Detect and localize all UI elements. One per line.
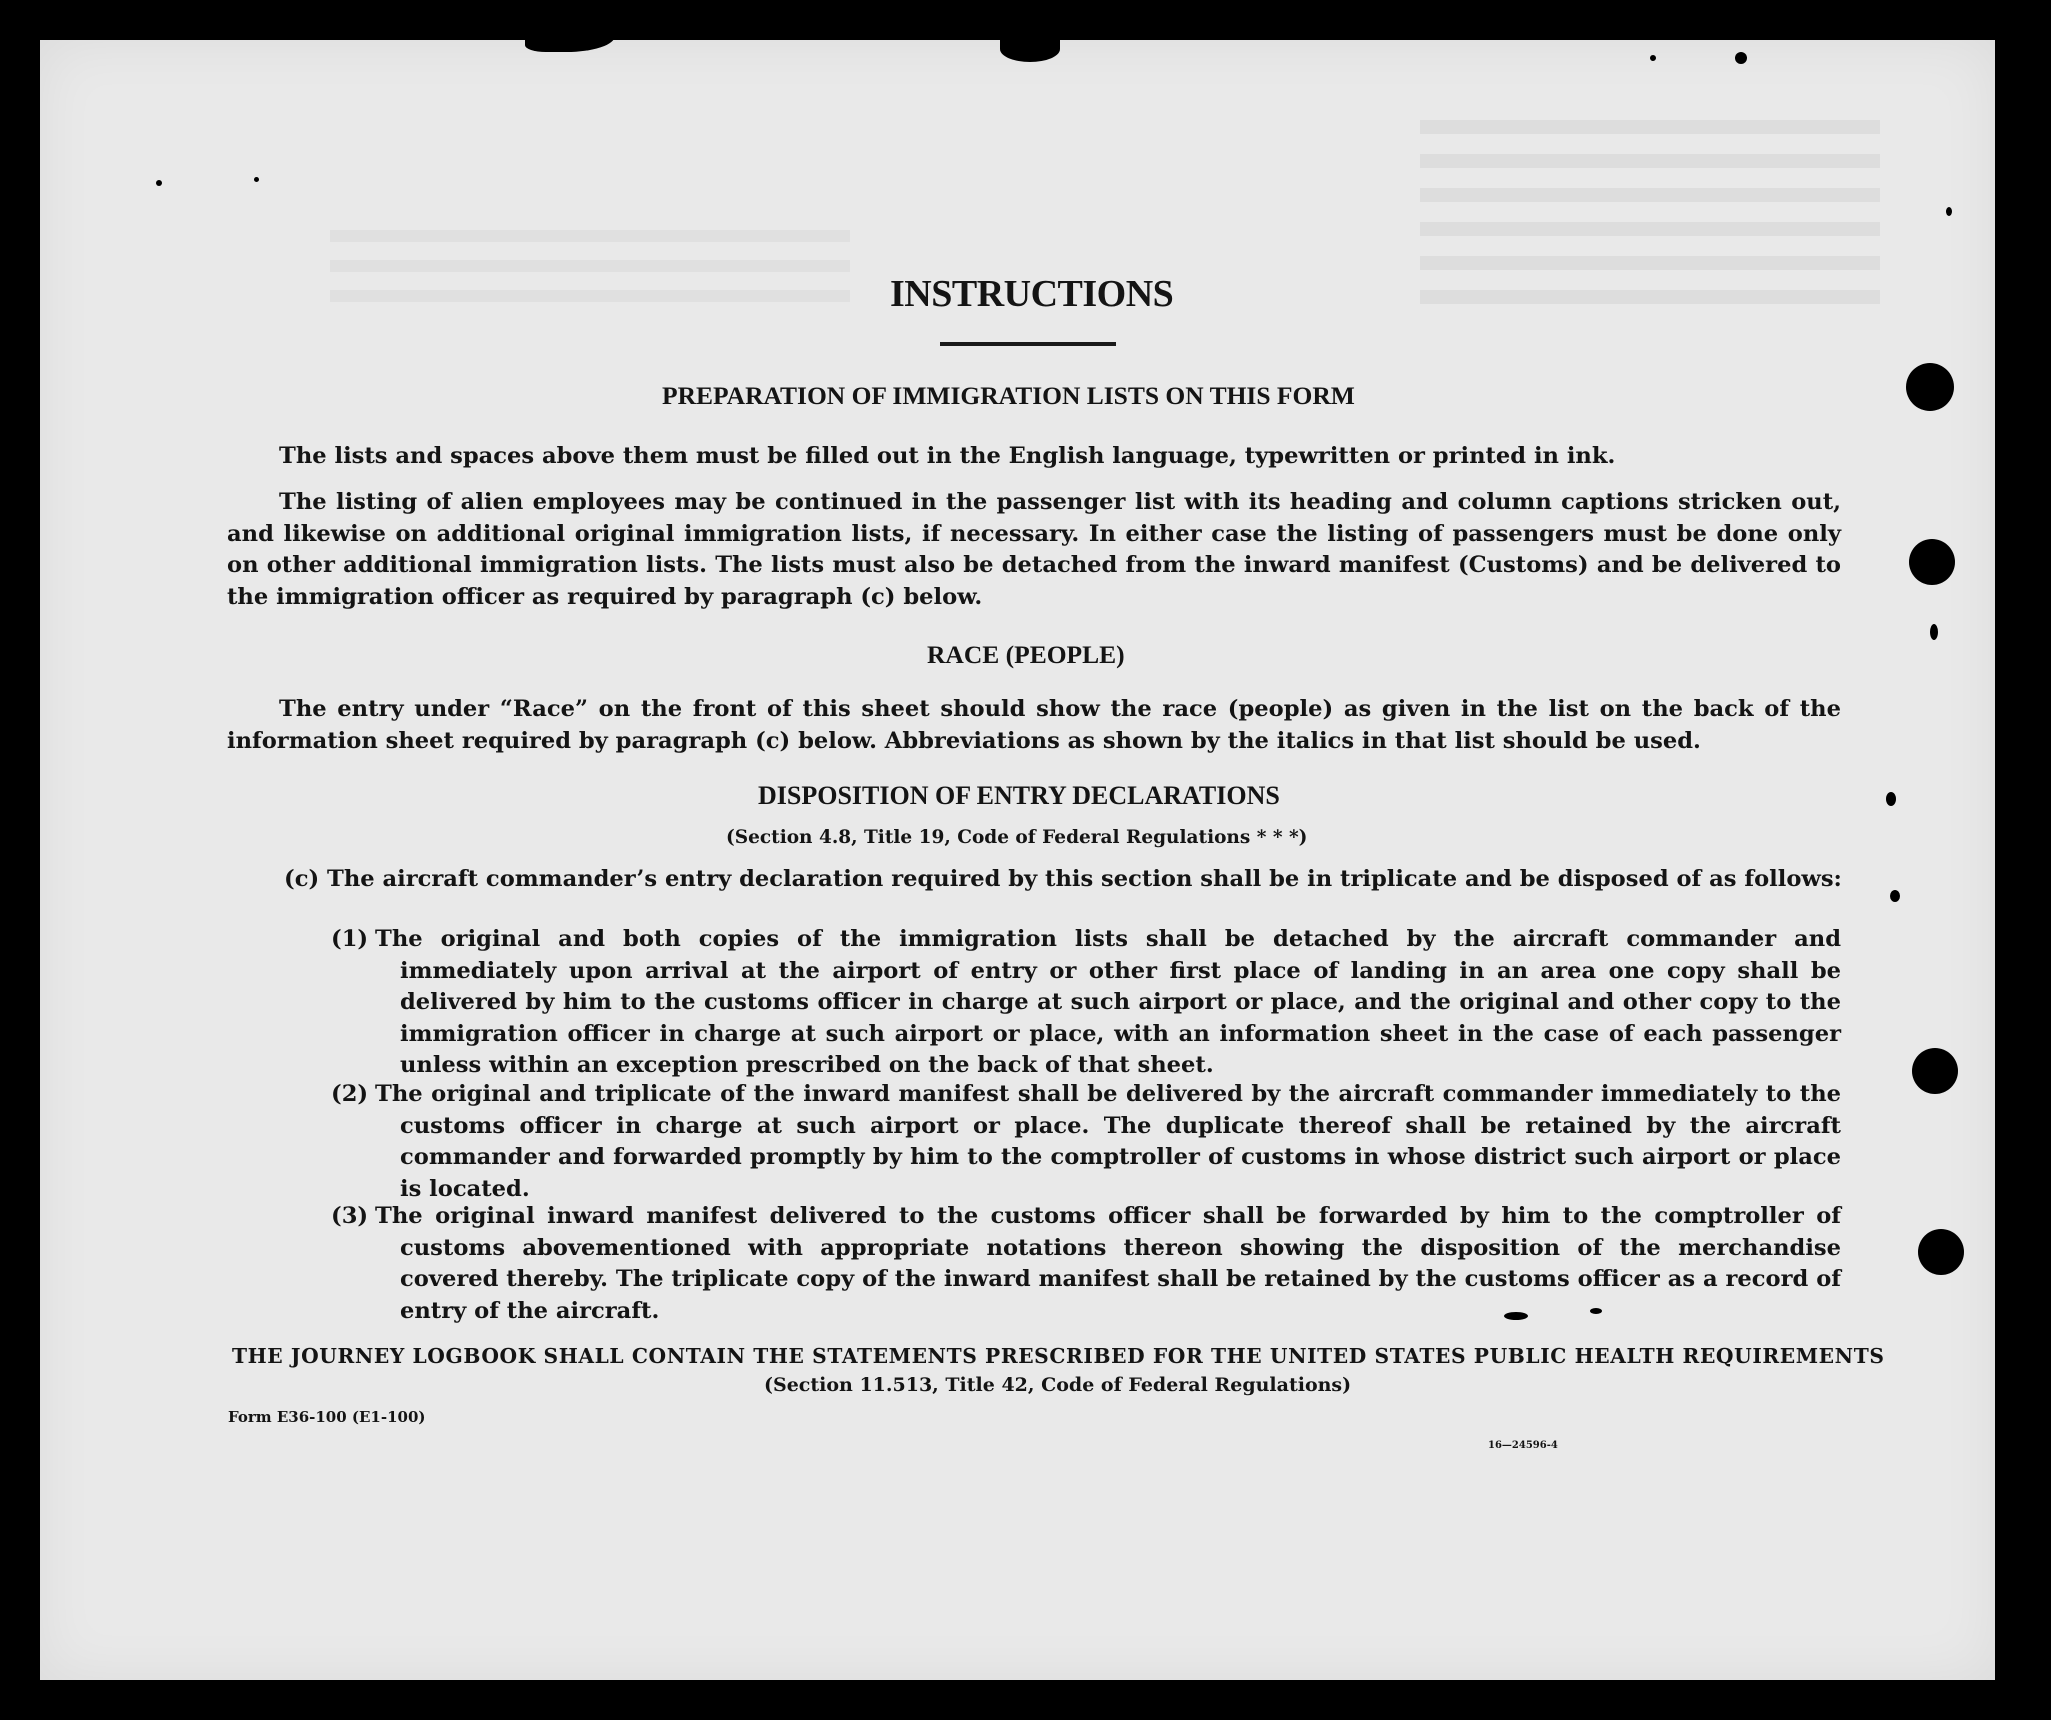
punch-hole	[1918, 1229, 1964, 1275]
prep-heading: PREPARATION OF IMMIGRATION LISTS ON THIS FORM	[662, 381, 1355, 410]
disposition-item-2-text: The original and triplicate of the inward manifest shall be delivered by the aircraft commander immediately to the customs officer in charge at such airport or place. The duplicate thereof shall be retained by the aircraft commander and forwarded promptly by him to the comptroller of customs in whose district such airport or place is located.	[375, 1081, 1841, 1202]
top-edge-tear	[1000, 36, 1060, 62]
print-code: 16—24596-4	[1488, 1440, 1558, 1451]
punch-hole	[1909, 539, 1955, 585]
disposition-item-1-text: The original and both copies of the immigration lists shall be detached by the aircraft commander and immediately upon arrival at the airport of entry or other first place of landing in an area one copy shall be delivered by him to the customs officer in charge at such airport or place, and the original and other copy to the immigration officer in charge at such airport or place, with an information sheet in the case of each passenger unless within an exception prescribed on the back of that sheet.	[375, 926, 1841, 1078]
disposition-item-2-number: (2)	[331, 1081, 369, 1107]
title-underline	[940, 342, 1116, 346]
document-title: INSTRUCTIONS	[890, 273, 1174, 315]
disposition-item-3-text: The original inward manifest delivered to the customs officer shall be forwarded by him to the comptroller of customs abovementioned with appropriate notations thereon showing the disposition of the merchandise covered thereby. The triplicate copy of the inward manifest shall be retained by the customs officer as a record of entry of the aircraft.	[375, 1203, 1841, 1324]
disposition-item-3-number: (3)	[331, 1203, 369, 1229]
disposition-item-1-number: (1)	[331, 926, 369, 952]
disposition-citation: (Section 4.8, Title 19, Code of Federal Regulations * * *)	[726, 827, 1308, 848]
health-statement: THE JOURNEY LOGBOOK SHALL CONTAIN THE STATEMENTS PRESCRIBED FOR THE UNITED STATES PUBLIC HEALTH REQUIREMENTS	[232, 1344, 1885, 1368]
race-heading: RACE (PEOPLE)	[927, 640, 1125, 669]
show-through-text	[330, 230, 850, 310]
disposition-heading: DISPOSITION OF ENTRY DECLARATIONS	[758, 781, 1280, 810]
form-number: Form E36-100 (E1-100)	[228, 1408, 426, 1426]
show-through-text	[1420, 120, 1880, 310]
prep-paragraph-2: The listing of alien employees may be continued in the passenger list with its heading and column captions stricken out, and likewise on additional original immigration lists, if necessary. In either case the listing of passengers must be done only on other additional immigration lists. The lists must also be detached from the inward manifest (Customs) and be delivered to the immigration officer as required by paragraph (c) below.	[227, 489, 1841, 610]
prep-paragraph-1: The lists and spaces above them must be filled out in the English language, typewritten or printed in ink.	[279, 443, 1616, 469]
health-citation: (Section 11.513, Title 42, Code of Federal Regulations)	[764, 1374, 1352, 1396]
punch-hole	[1906, 363, 1954, 411]
disposition-intro: (c) The aircraft commander’s entry declaration required by this section shall be in triplicate and be disposed of as follows:	[284, 866, 1842, 892]
race-paragraph: The entry under “Race” on the front of this sheet should show the race (people) as given in the list on the back of the information sheet required by paragraph (c) below. Abbreviations as shown by the italics in that list should be used.	[227, 696, 1841, 754]
punch-hole	[1912, 1048, 1958, 1094]
